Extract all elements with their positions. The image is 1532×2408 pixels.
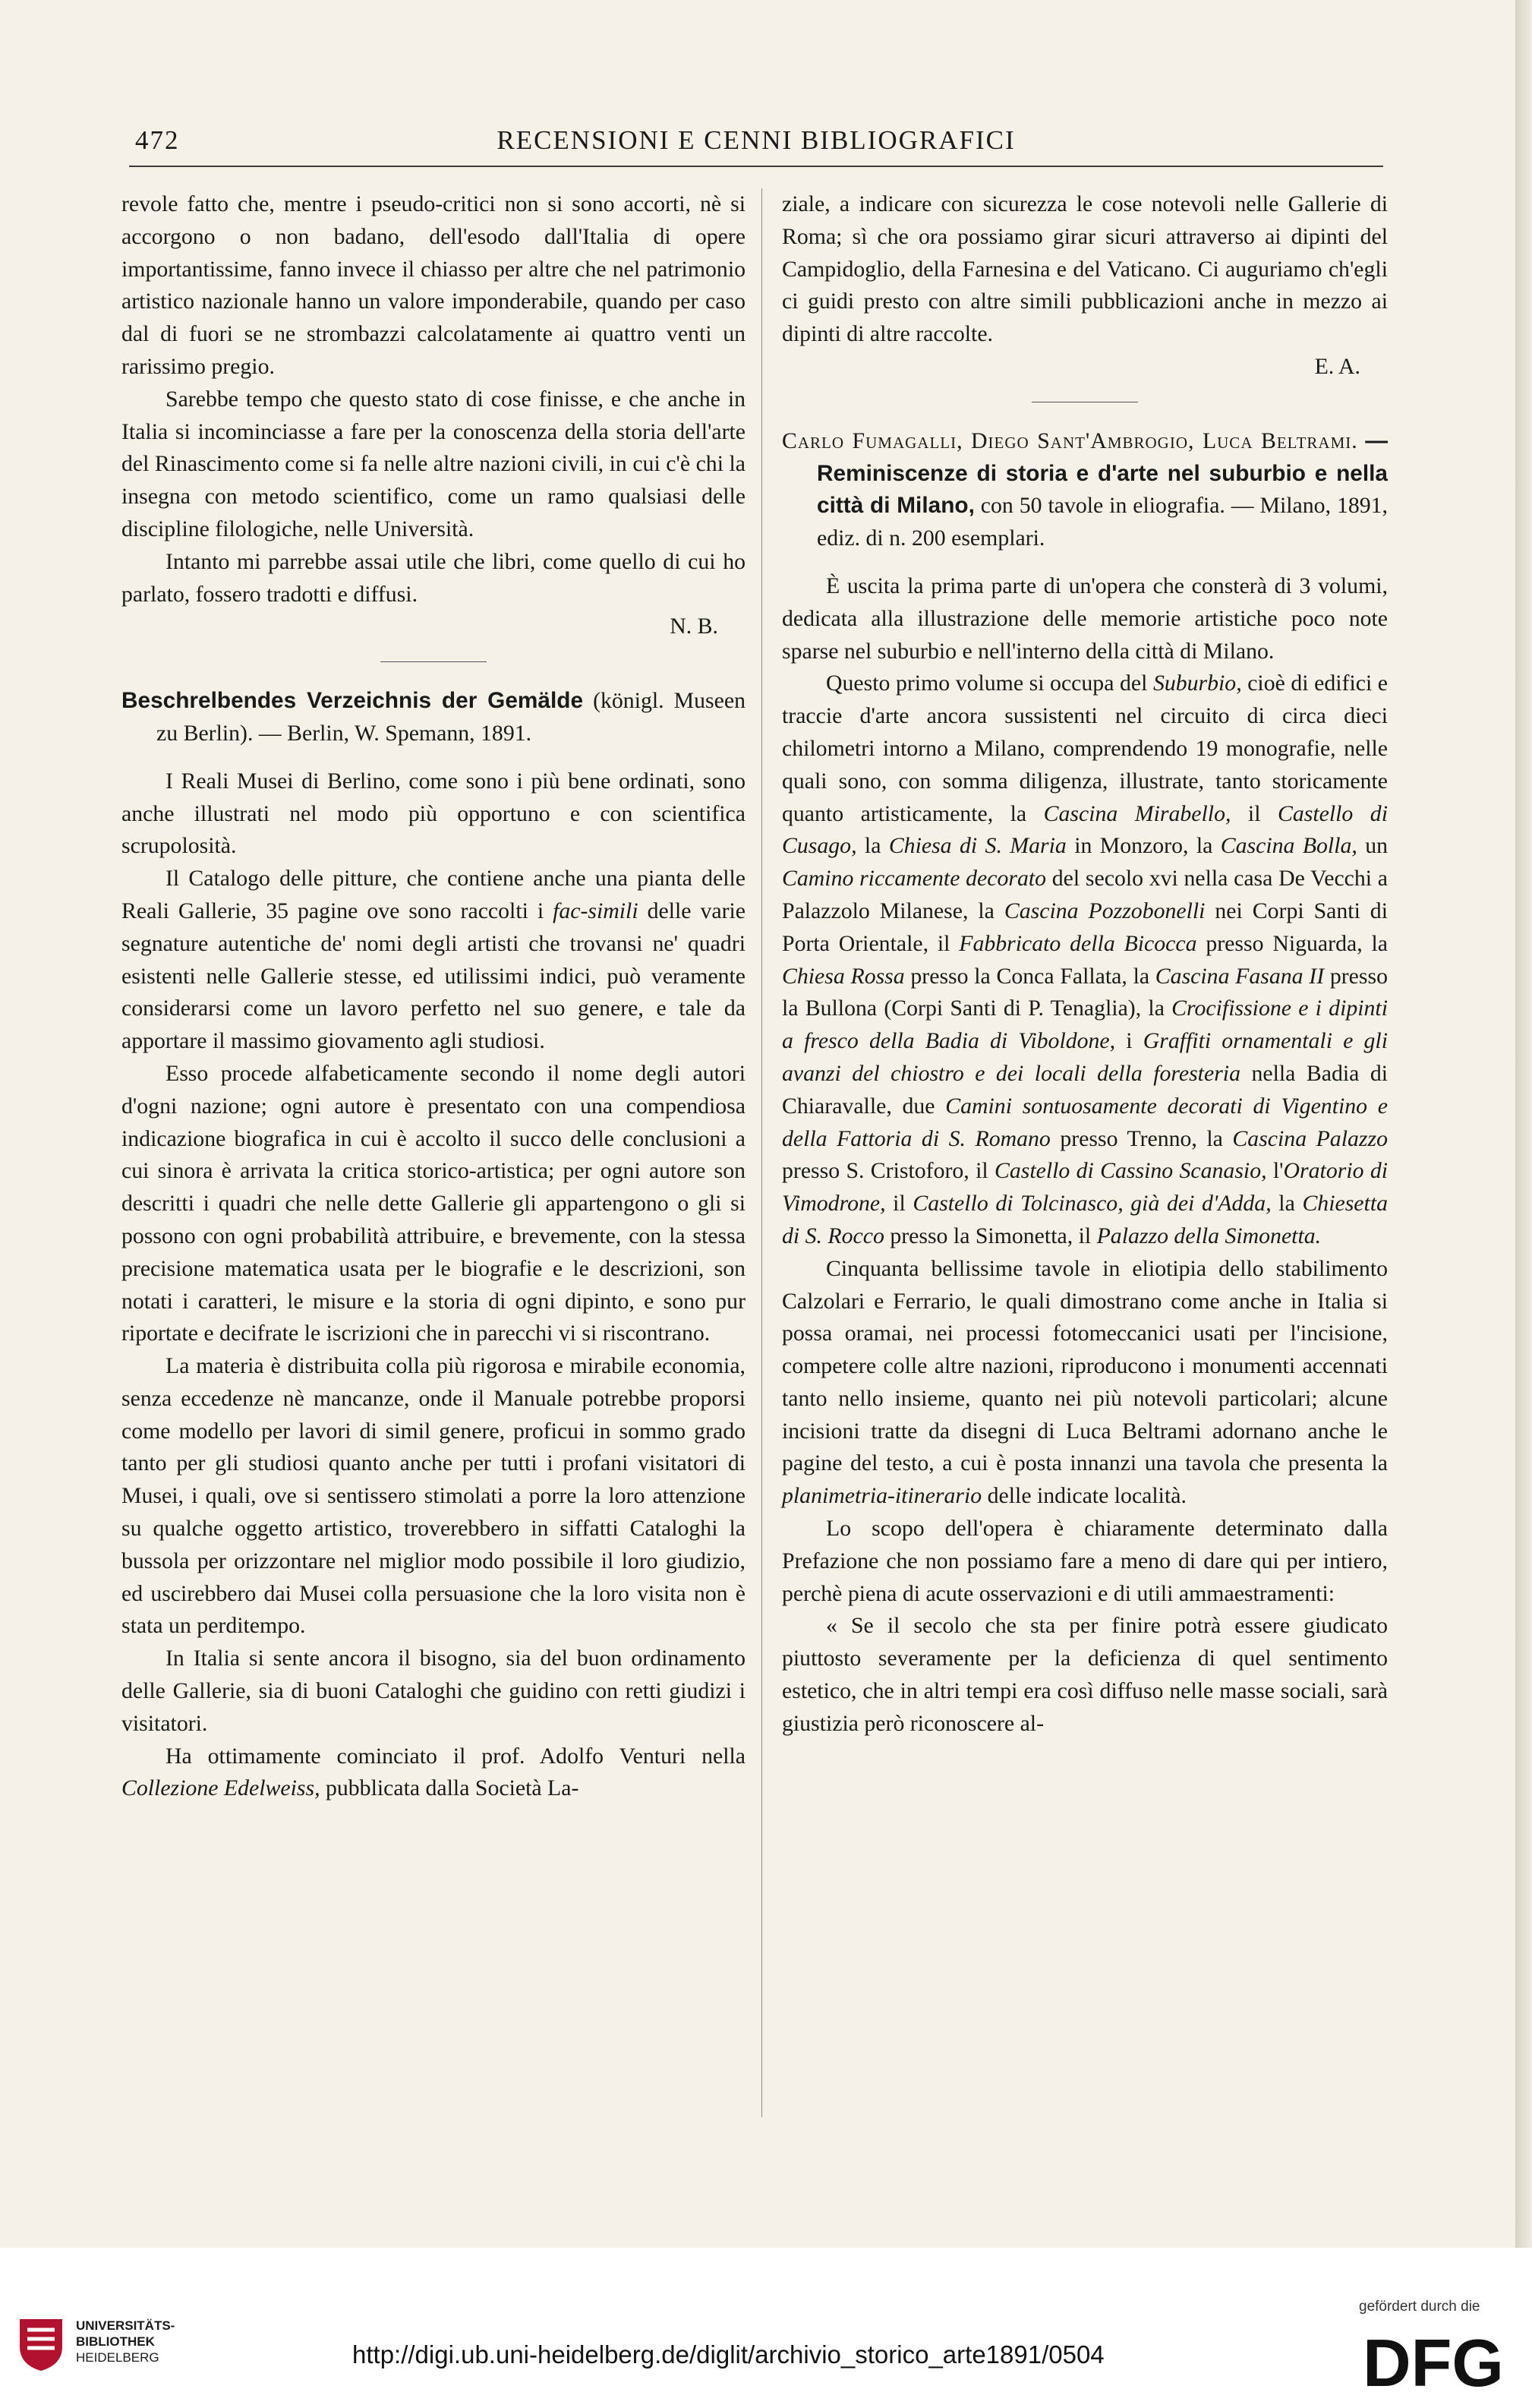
- text-run-italic: Suburbio,: [1152, 671, 1242, 696]
- reviewer-signature: E. A.: [1314, 353, 1360, 379]
- text-run-italic: Cascina Palazzo: [1232, 1125, 1388, 1151]
- text-run: l': [1266, 1158, 1284, 1184]
- text-run: la: [1271, 1191, 1303, 1217]
- text-run-italic: planimetria-itinerario: [782, 1483, 982, 1509]
- review-heading: [782, 425, 1388, 555]
- text-run: i: [1115, 1028, 1143, 1054]
- library-line: BIBLIOTHEK: [76, 2334, 155, 2349]
- review-entry: [782, 425, 1388, 555]
- text-run: un: [1357, 833, 1389, 859]
- text-run: presso S. Cristoforo, il: [782, 1158, 995, 1184]
- paragraph: [782, 667, 1388, 1252]
- library-line: UNIVERSITÄTS-: [76, 2318, 175, 2333]
- page-edge: [1515, 0, 1532, 2248]
- text-run-italic: fac-simili: [553, 898, 638, 923]
- text-run: la: [856, 833, 889, 859]
- text-run-italic: Cascina Pozzobonelli: [1004, 898, 1206, 923]
- column-divider: [761, 188, 762, 2117]
- paragraph: Intanto mi parrebbe assai utile che libri, come quello di cui ho parlato, fossero tradotti e diffusi.: [121, 548, 746, 607]
- paragraph: È uscita la prima parte di un'opera che consterà di 3 volumi, dedicata alla illustrazione delle memorie artistiche poco note sparse nel suburbio e nell'interno della città di Milano.: [782, 573, 1388, 664]
- paragraph: Esso procede alfabeticamente secondo il nome degli autori d'ogni nazione; ogni autore è presentato con una compendiosa indicazione biografica in cui è accolto il succo delle conclusioni a cui sinora è arrivata la critica storico-artistica; per ogni autore son descritti i quadri che nelle dette Gallerie gli appartengono o gli si possono con ogni probabilità attribuire, e brevemente, con la stessa precisione matematica usata per le biografie e le descrizioni, son notati i caratteri, le misure e la storia di ogni dipinto, e sono pur riportate e decifrate le iscrizioni che in parecchi vi si riscontrano.: [121, 1060, 746, 1346]
- dfg-logo: [1359, 2325, 1508, 2395]
- page-number: 472: [135, 125, 180, 155]
- paragraph: Sarebbe tempo che questo stato di cose finisse, e che anche in Italia si incominciasse a fare per la conoscenza della storia dell'arte del Rinascimento come si fa nelle altre nazioni civili, in cui c'è chi la insegna con metodo scientifico, come un ramo qualsiasi delle discipline filologiche, nelle Università.: [121, 386, 746, 541]
- library-line: HEIDELBERG: [76, 2350, 159, 2365]
- text-run: presso la Conca Fallata, la: [904, 963, 1155, 989]
- text-run-italic: Graffiti ornamentali e gli avanzi del chiostro e dei locali della foresteria: [782, 1028, 1388, 1086]
- text-run: del secolo xvi nella casa De Vecchi a Palazzolo Milanese, la: [782, 866, 1388, 923]
- text-run: nella Badia di Chiaravalle, due: [782, 1060, 1388, 1119]
- text-run-italic: Camino riccamente decorato: [782, 866, 1047, 892]
- reviewer-signature: N. B.: [670, 614, 718, 639]
- text-run: Questo primo volume si occupa del: [826, 671, 1153, 696]
- text-run-italic: Cascina Mirabello,: [1043, 800, 1231, 826]
- right-column: [782, 188, 1388, 1741]
- text-run: Il Catalogo delle pitture, che contiene anche una pianta delle Reali Gallerie, 35 pagine ove sono raccolti i: [121, 866, 746, 923]
- dfg-logo-text: DFG: [1363, 2325, 1504, 2395]
- text-run-italic: Fabbricato della Bicocca: [959, 930, 1197, 956]
- text-run-italic: Castello di Cusago,: [782, 800, 1388, 859]
- review-meta: con 50 tavole in eliografia. — Milano, 1891, ediz. di n. 200 esemplari.: [817, 493, 1388, 551]
- paragraph: [121, 863, 746, 1058]
- text-run: nei Corpi Santi di Porta Orientale, il: [782, 898, 1388, 956]
- review-title: — Reminiscenze di storia e d'arte nel suburbio e nella città di Milano,: [817, 428, 1388, 519]
- paragraph: « Se il secolo che sta per finire potrà essere giudicato piuttosto severamente per la deficienza di quel sentimento estetico, che in altri tempi era così diffuso nelle masse sociali, sarà giustizia però riconoscere al-: [782, 1613, 1388, 1736]
- text-run: pubblicata dalla Società La-: [320, 1775, 579, 1801]
- text-run-italic: Chiesa di S. Maria: [888, 833, 1067, 859]
- paragraph: La materia è distribuita colla più rigorosa e mirabile economia, senza eccedenze nè mancanze, onde il Manuale potrebbe proporsi come modello per lavori di simil genere, proficui in sommo grado tanto per gli studiosi quanto anche per tutti i profani visitatori di Musei, i quali, ove si sentissero stimolati a porre la loro attenzione su qualche oggetto artistico, troverebbero in siffatti Cataloghi la bussola per orizzontare nel miglior modo possibile il loro giudizio, ed uscirebbero dai Musei colla persuasione che la loro visita non è stata un perditempo.: [121, 1353, 746, 1639]
- review-heading: [121, 685, 746, 750]
- text-run-italic: Castello di Cassino Scanasio,: [994, 1158, 1267, 1184]
- paragraph: I Reali Musei di Berlino, come sono i più bene ordinati, sono anche illustrati nel modo più opportuno e con scientifica scrupolosità.: [121, 768, 746, 859]
- paragraph: In Italia si sente ancora il bisogno, sia del buon ordinamento delle Gallerie, sia di buoni Cataloghi che guidino con retti giudizi i visitatori.: [121, 1646, 746, 1736]
- text-run: presso Niguarda, la: [1196, 930, 1388, 956]
- text-run-italic: Cascina Fasana II: [1155, 963, 1325, 989]
- text-run-italic: Chiesetta di S. Rocco: [782, 1191, 1388, 1248]
- library-name: [76, 2318, 243, 2365]
- text-run-italic: Camini sontuosamente decorati di Vigentino e della Fattoria di S. Romano: [782, 1093, 1388, 1151]
- text-run: il: [1231, 800, 1278, 826]
- text-run-italic: Collezione Edelweiss,: [121, 1775, 320, 1801]
- text-run: il: [885, 1191, 913, 1217]
- paragraph: [782, 1253, 1388, 1513]
- paragraph: ziale, a indicare con sicurezza le cose notevoli nelle Gallerie di Roma; sì che ora possiamo girar sicuri attraverso ai dipinti del Campidoglio, della Farnesina e del Vaticano. Ci auguriamo ch'egli ci guidi presto con altre simili pubblicazioni anche in mezzo ai dipinti di altre raccolte.: [782, 191, 1388, 347]
- heidelberg-library-logo: [17, 2316, 65, 2372]
- left-column: [121, 188, 746, 1805]
- text-run: Cinquanta bellissime tavole in eliotipia dello stabilimento Calzolari e Ferrario, le quali dimostrano come anche in Italia si possa oramai, nei processi fotomeccanici usati per l'incisione, competere colle altre nazioni, riproducono i monumenti accennati tanto nello insieme, quanto nei più notevoli particolari; alcune incisioni tratte da disegni di Luca Beltrami adornano anche le pagine del testo, a cui è posta innanzi una tavola che presenta la: [782, 1255, 1388, 1476]
- text-run-italic: Chiesa Rossa: [782, 963, 905, 989]
- review-authors: Carlo Fumagalli, Diego Sant'Ambrogio, Luca Beltrami.: [782, 428, 1358, 453]
- text-run: cioè di edifici e traccie d'arte ancora sussistenti nel circuito di circa dieci chilometri intorno a Milano, comprendendo 19 monografie, nelle quali sono, con somma diligenza, illustrate, tanto storicamente quanto artisticamente, la: [782, 671, 1389, 826]
- review-meta: (königl. Museen zu Berlin). — Berlin, W. Spemann, 1891.: [156, 688, 746, 746]
- permalink-url[interactable]: http://digi.ub.uni-heidelberg.de/diglit/archivio_storico_arte1891/0504: [352, 2340, 1105, 2369]
- paragraph: revole fatto che, mentre i pseudo-critici non si sono accorti, nè si accorgono o non badano, dell'esodo dall'Italia di opere importantissime, fanno invece il chiasso per altre che nel patrimonio artistico nazionale hanno un valore imponderabile, quando per caso dal di fuori se ne strombazzi calcolatamente ai quattro venti un rarissimo pregio.: [121, 191, 746, 379]
- review-title: Beschrelbendes Verzeichnis der Gemälde: [121, 688, 584, 714]
- text-run: Ha ottimamente cominciato il prof. Adolfo Venturi nella: [165, 1743, 746, 1769]
- review-entry: [121, 685, 746, 750]
- text-run: delle indicate località.: [982, 1483, 1187, 1509]
- paragraph: Lo scopo dell'opera è chiaramente determinato dalla Prefazione che non possiamo fare a meno di dare qui per intiero, perchè piena di acute osservazioni e di utili ammaestramenti:: [782, 1516, 1388, 1606]
- paragraph: [121, 1741, 746, 1806]
- text-run: delle varie segnature autentiche de' nomi degli artisti che trovansi ne' quadri esistenti nelle Gallerie stesse, ed utilissimi indici, può veramente considerarsi come un lavoro perfetto nel suo genere, e tale da apportare il massimo giovamento agli studiosi.: [121, 898, 746, 1054]
- text-run: presso la Simonetta, il: [884, 1223, 1097, 1248]
- text-run-italic: Cascina Bolla,: [1220, 833, 1357, 859]
- text-run-italic: Oratorio di Vimodrone,: [782, 1158, 1388, 1217]
- text-run-italic: Palazzo della Simonetta.: [1096, 1223, 1322, 1248]
- text-run: presso Trenno, la: [1050, 1125, 1233, 1151]
- header-rule: [129, 166, 1383, 167]
- running-head: [129, 125, 1383, 159]
- text-run: presso la Bullona (Corpi Santi di P. Tenaglia), la: [782, 963, 1388, 1021]
- funding-label: gefördert durch die: [1359, 2299, 1480, 2315]
- text-run-italic: Castello di Tolcinasco, già dei d'Adda,: [913, 1191, 1272, 1217]
- section-divider: [380, 661, 487, 662]
- text-run: in Monzoro, la: [1066, 833, 1221, 859]
- running-title: RECENSIONI E CENNI BIBLIOGRAFICI: [496, 125, 1016, 155]
- text-run-italic: Crocifissione e i dipinti a fresco della Badia di Viboldone,: [782, 996, 1388, 1054]
